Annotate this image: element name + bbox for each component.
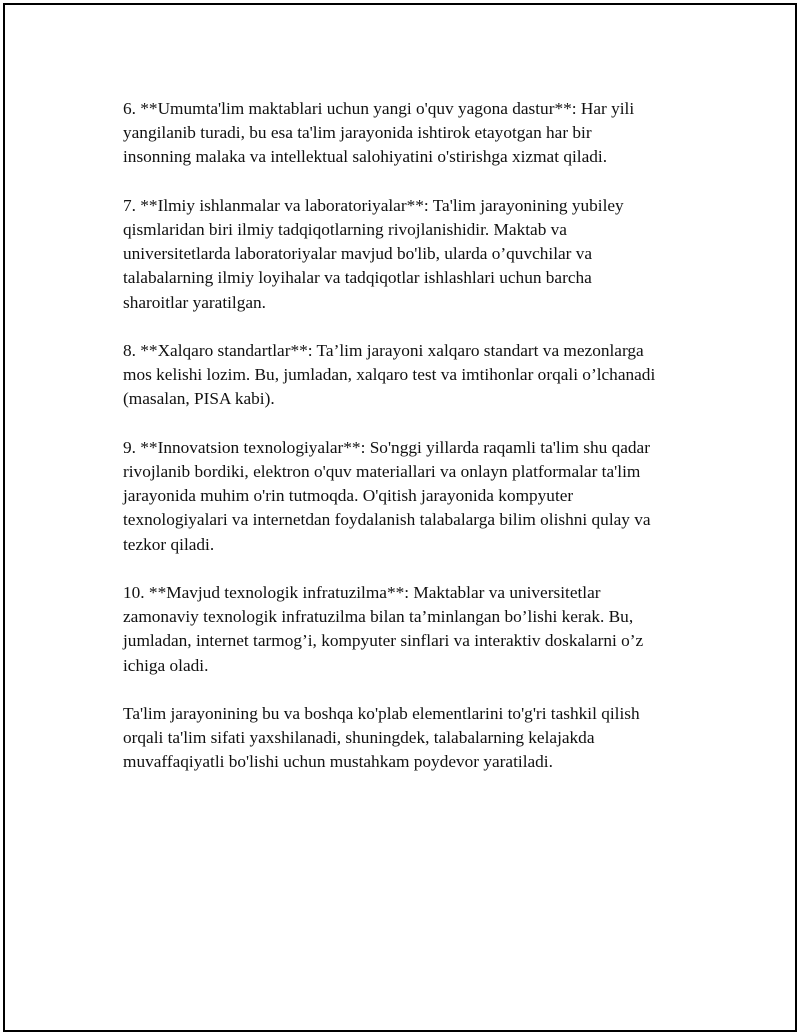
paragraph-item-9 [123,436,703,557]
text-line: jarayonida muhim o'rin tutmoqda. O'qitish jarayonida kompyuter [123,486,574,506]
text-line: 9. **Innovatsion texnologiyalar**: So'nggi yillarda raqamli ta'lim shu qadar [123,437,650,457]
text-line: (masalan, PISA kabi). [123,389,275,409]
text-line: orqali ta'lim sifati yaxshilanadi, shuningdek, talabalarning kelajakda [123,728,595,748]
text-line: jumladan, internet tarmog’i, kompyuter sinflari va interaktiv doskalarni o’z [123,631,644,651]
page-frame [3,3,797,1032]
text-line: qismlaridan biri ilmiy tadqiqotlarning rivojlanishidir. Maktab va [123,220,567,239]
text-line: 7. **Ilmiy ishlanmalar va laboratoriyalar**: Ta'lim jarayonining yubiley [123,195,624,215]
text-line: rivojlanib bordiki, elektron o'quv materiallari va onlayn platformalar ta'lim [123,462,641,481]
text-line: Ta'lim jarayonining bu va boshqa ko'plab elementlarini to'g'ri tashkil qilish [123,704,640,723]
text-line: 8. **Xalqaro standartlar**: Ta’lim jarayoni xalqaro standart va mezonlarga [123,341,644,360]
text-line: yangilanib turadi, bu esa ta'lim jarayonida ishtirok etayotgan har bir [123,123,592,143]
text-line: talabalarning ilmiy loyihalar va tadqiqotlar ishlashlari uchun barcha [123,268,592,288]
text-line: texnologiyalari va internetdan foydalanish talabalarga bilim olishni qulay va [123,510,651,530]
paragraph-item-8 [123,339,703,412]
paragraph-item-10 [123,581,703,678]
text-line: sharoitlar yaratilgan. [123,292,266,312]
text-line: mos kelishi lozim. Bu, jumladan, xalqaro test va imtihonlar orqali o’lchanadi [123,365,656,385]
text-line: 10. **Mavjud texnologik infratuzilma**: Maktablar va universitetlar [123,583,601,602]
document-body [123,97,703,775]
text-line: insonning malaka va intellektual salohiyatini o'stirishga xizmat qiladi. [123,147,608,167]
text-line: muvaffaqiyatli bo'lishi uchun mustahkam poydevor yaratiladi. [123,752,553,772]
paragraph-item-6 [123,97,703,170]
text-line: universitetlarda laboratoriyalar mavjud bo'lib, ularda o’quvchilar va [123,244,593,264]
paragraph-conclusion [123,702,703,775]
text-line: zamonaviy texnologik infratuzilma bilan ta’minlangan bo’lishi kerak. Bu, [123,607,634,627]
text-line: ichiga oladi. [123,655,209,675]
text-line: tezkor qiladi. [123,534,215,554]
paragraph-item-7 [123,194,703,315]
text-line: 6. **Umumta'lim maktablari uchun yangi o'quv yagona dastur**: Har yili [123,99,635,118]
